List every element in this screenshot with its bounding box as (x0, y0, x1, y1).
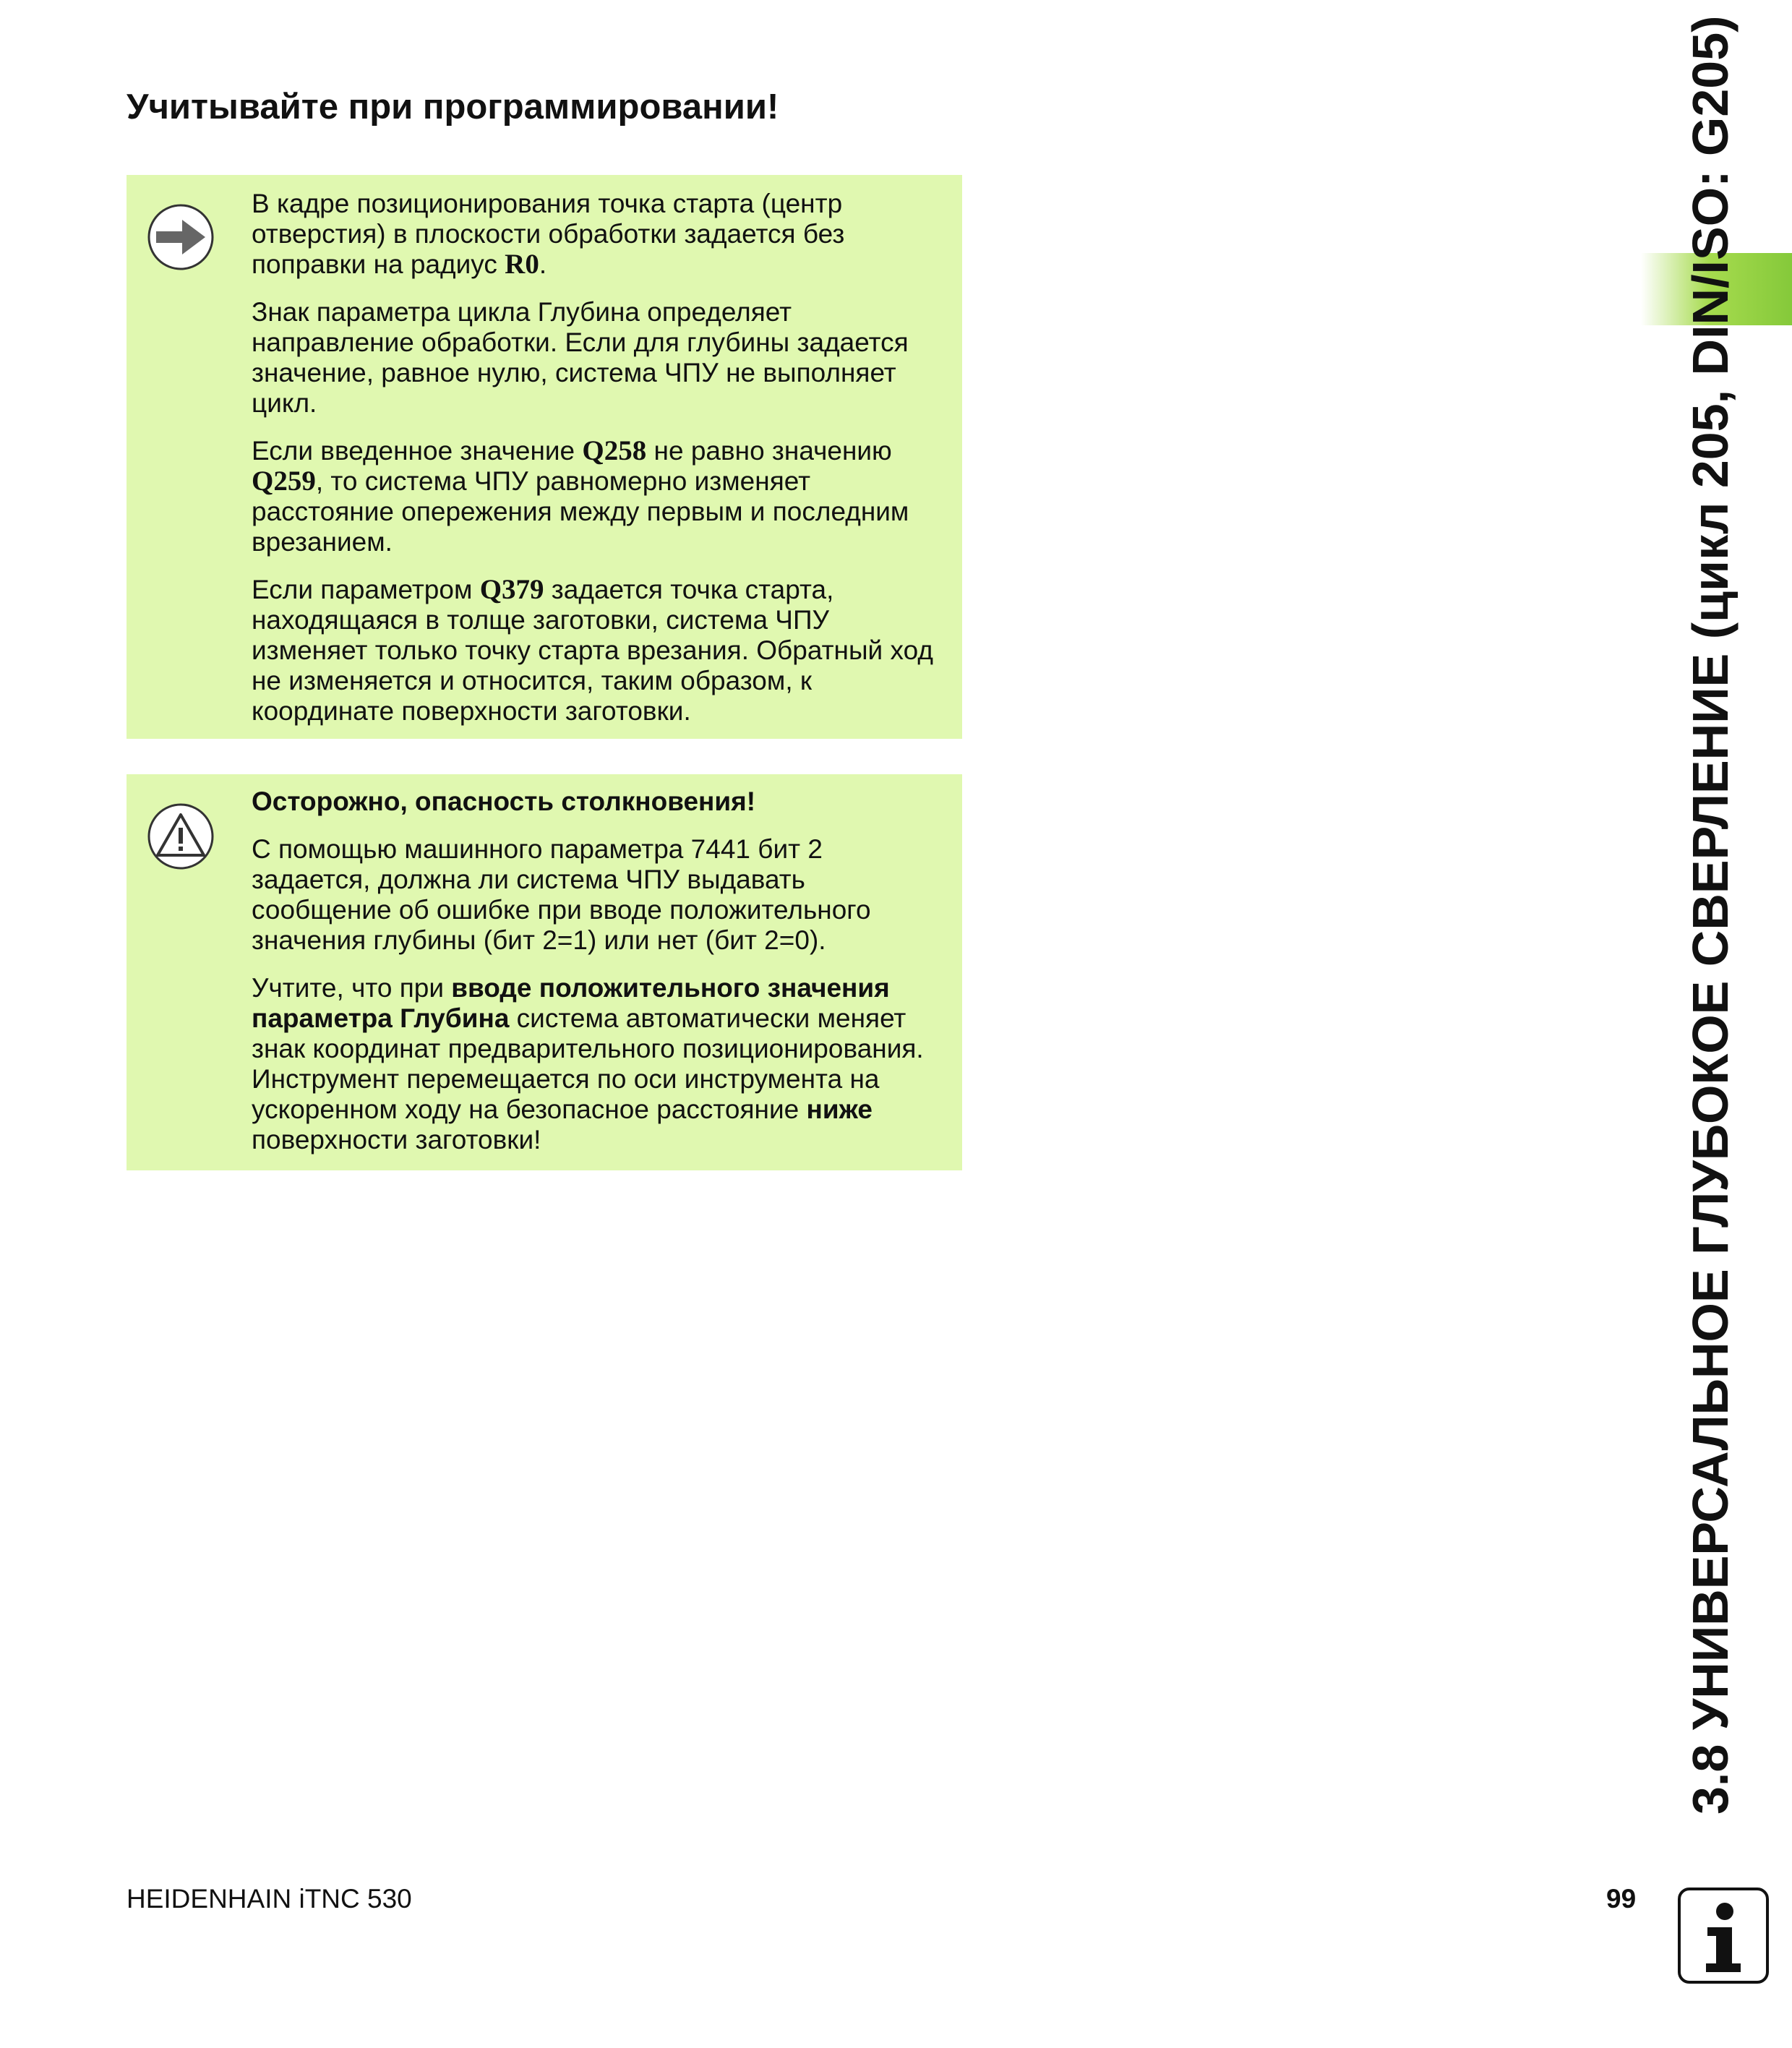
footer-product: HEIDENHAIN iTNC 530 (127, 1884, 412, 1914)
warning-box (127, 774, 962, 1170)
section-heading: Учитывайте при программировании! (127, 87, 779, 127)
note-box (127, 175, 962, 739)
note-paragraph-3: Если введенное значение Q258 не равно значению Q259, то система ЧПУ равномерно изменяет расстояние опережения между первым и последним врезанием. (252, 435, 909, 557)
arrow-right-icon (146, 202, 215, 272)
note-text (252, 189, 942, 744)
warning-paragraph-1: С помощью машинного параметра 7441 бит 2 задается, должна ли система ЧПУ выдавать сообщение об ошибке при вводе положительного значения глубины (бит 2=1) или нет (бит 2=0). (252, 834, 871, 955)
note-paragraph-2: Знак параметра цикла Глубина определяет направление обработки. Если для глубины задается значение, равное нулю, система ЧПУ не выполняет цикл. (252, 297, 909, 418)
warning-paragraph-2: Учтите, что при вводе положительного значения параметра Глубина система автоматически меняет знак координат предварительного позиционирования. Инструмент перемещается по оси инструмента на ускоренном ходу на безопасное расстояние ниже поверхности заготовки! (252, 973, 924, 1154)
info-icon (1677, 1887, 1770, 1984)
warning-title: Осторожно, опасность столкновения! (252, 787, 756, 816)
warning-text (252, 787, 942, 1173)
chapter-side-title: 3.8 УНИВЕРСАЛЬНОЕ ГЛУБОКОЕ СВЕРЛЕНИЕ (цикл 205, DIN/ISO: G205) (1682, 15, 1739, 1815)
note-paragraph-1: В кадре позиционирования точка старта (центр отверстия) в плоскости обработки задается без поправки на радиус R0. (252, 189, 845, 280)
page-number: 99 (1606, 1884, 1637, 1914)
note-paragraph-4: Если параметром Q379 задается точка старта, находящаяся в толще заготовки, система ЧПУ изменяет только точку старта врезания. Обратный ход не изменяется и относится, таким образом, к координате поверхности заготовки. (252, 574, 933, 726)
warning-icon (146, 802, 215, 871)
